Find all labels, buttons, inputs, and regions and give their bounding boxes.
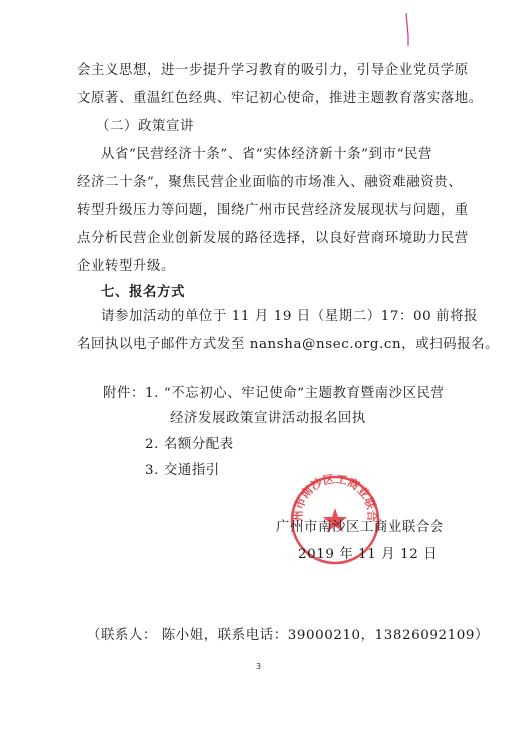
signature-date: 2019 年 11 月 12 日 xyxy=(298,547,438,562)
policy-line-2: 经济二十条”，聚焦民营企业面临的市场准入、融资难融资贵、 xyxy=(77,175,463,190)
pen-mark xyxy=(403,12,411,48)
svg-text:广州市南沙区工商业联合会: 州市南沙区工商业联合 xyxy=(290,474,380,522)
policy-line-3: 转型升级压力等问题，围绕广州市民营经济发展现状与问题，重 xyxy=(77,203,469,218)
policy-line-1: 从省“民营经济十条”、省“实体经济新十条”到市“民营 xyxy=(101,147,433,162)
section-title: 七、报名方式 xyxy=(101,285,185,300)
contact-info: （联系人： 陈小姐，联系电话：39000210，13826092109） xyxy=(87,628,489,643)
attachment-item-2: 2. 名额分配表 xyxy=(145,437,234,452)
signature-organization: 广州市南沙区工商业联合会 xyxy=(276,520,444,535)
policy-line-4: 点分析民营企业创新发展的路径选择，以良好营商环境助力民营 xyxy=(77,231,469,246)
attachment-item-1-line-1: 1. “不忘初心、牢记使命”主题教育暨南沙区民营 xyxy=(145,386,445,401)
intro-line-2: 文原著、重温红色经典、牢记初心使命，推进主题教育落实落地。 xyxy=(77,91,483,106)
subsection-title: （二）政策宣讲 xyxy=(96,119,194,134)
attachment-item-3: 3. 交通指引 xyxy=(145,463,220,478)
registration-line-2: 名回执以电子邮件方式发至 nansha@nsec.org.cn，或扫码报名。 xyxy=(77,337,500,352)
attachments-label: 附件： xyxy=(103,386,145,401)
registration-line-1: 请参加活动的单位于 11 月 19 日（星期二）17：00 前将报 xyxy=(101,309,479,324)
intro-line-1: 会主义思想，进一步提升学习教育的吸引力，引导企业党员学原 xyxy=(77,63,469,78)
policy-line-5: 企业转型升级。 xyxy=(77,259,175,274)
attachment-item-1-line-2: 经济发展政策宣讲活动报名回执 xyxy=(170,411,366,426)
page-number: 3 xyxy=(256,662,262,671)
